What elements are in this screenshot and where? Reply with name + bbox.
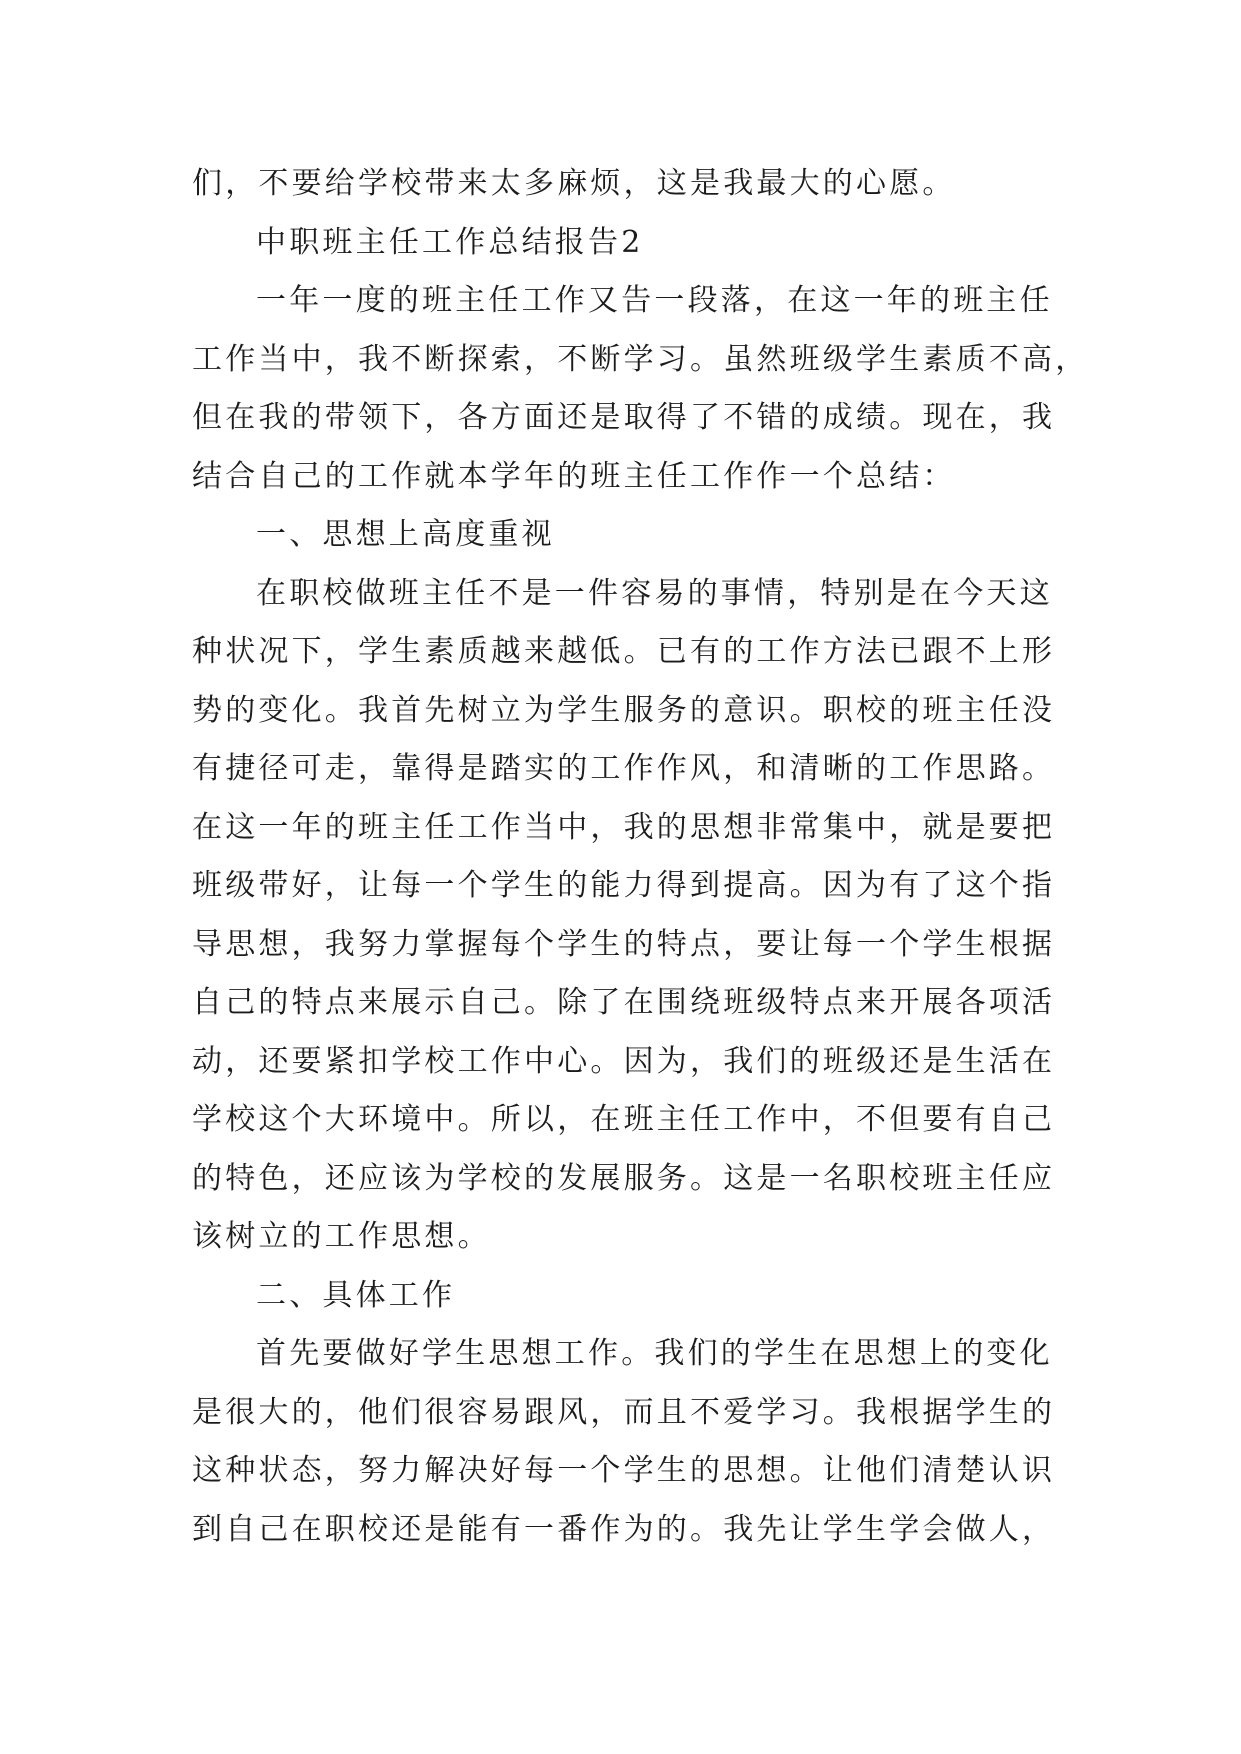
text-line: 势的变化。我首先树立为学生服务的意识。职校的班主任没 (192, 692, 1056, 728)
text-line: 的特色，还应该为学校的发展服务。这是一名职校班主任应 (192, 1160, 1056, 1196)
text-line: 在这一年的班主任工作当中，我的思想非常集中，就是要把 (192, 809, 1056, 845)
text-line: 有捷径可走，靠得是踏实的工作作风，和清晰的工作思路。 (192, 751, 1056, 786)
section-heading: 一、思想上高度重视 (256, 517, 555, 552)
text-line: 但在我的带领下，各方面还是取得了不错的成绩。现在，我 (192, 400, 1056, 435)
text-line: 自己的特点来展示自己。除了在围绕班级特点来开展各项活 (192, 985, 1056, 1020)
text-line: 首先要做好学生思想工作。我们的学生在思想上的变化 (256, 1336, 1053, 1371)
text-line: 是很大的，他们很容易跟风，而且不爱学习。我根据学生的 (192, 1394, 1056, 1430)
text-line: 动，还要紧扣学校工作中心。因为，我们的班级还是生活在 (192, 1043, 1056, 1079)
text-line: 种状况下，学生素质越来越低。已有的工作方法已跟不上形 (192, 634, 1056, 669)
text-line: 学校这个大环境中。所以，在班主任工作中，不但要有自己 (192, 1102, 1056, 1137)
text-line: 班级带好，让每一个学生的能力得到提高。因为有了这个指 (192, 868, 1056, 903)
document-body (192, 155, 1092, 1559)
text-line: 这种状态，努力解决好每一个学生的思想。让他们清楚认识 (192, 1453, 1056, 1488)
text-line: 结合自己的工作就本学年的班主任工作作一个总结： (192, 458, 956, 494)
text-line: 到自己在职校还是能有一番作为的。我先让学生学会做人， (192, 1511, 1056, 1547)
text-line: 该树立的工作思想。 (192, 1219, 491, 1254)
text-line: 一年一度的班主任工作又告一段落，在这一年的班主任 (256, 283, 1053, 318)
section-heading: 二、具体工作 (256, 1277, 456, 1313)
text-line: 导思想，我努力掌握每个学生的特点，要让每一个学生根据 (192, 926, 1056, 962)
text-line: 们，不要给学校带来太多麻烦，这是我最大的心愿。 (192, 166, 956, 201)
text-line: 在职校做班主任不是一件容易的事情，特别是在今天这 (256, 575, 1053, 611)
section-title: 中职班主任工作总结报告2 (256, 224, 644, 260)
text-line: 工作当中，我不断探索，不断学习。虽然班级学生素质不高， (192, 341, 1089, 377)
